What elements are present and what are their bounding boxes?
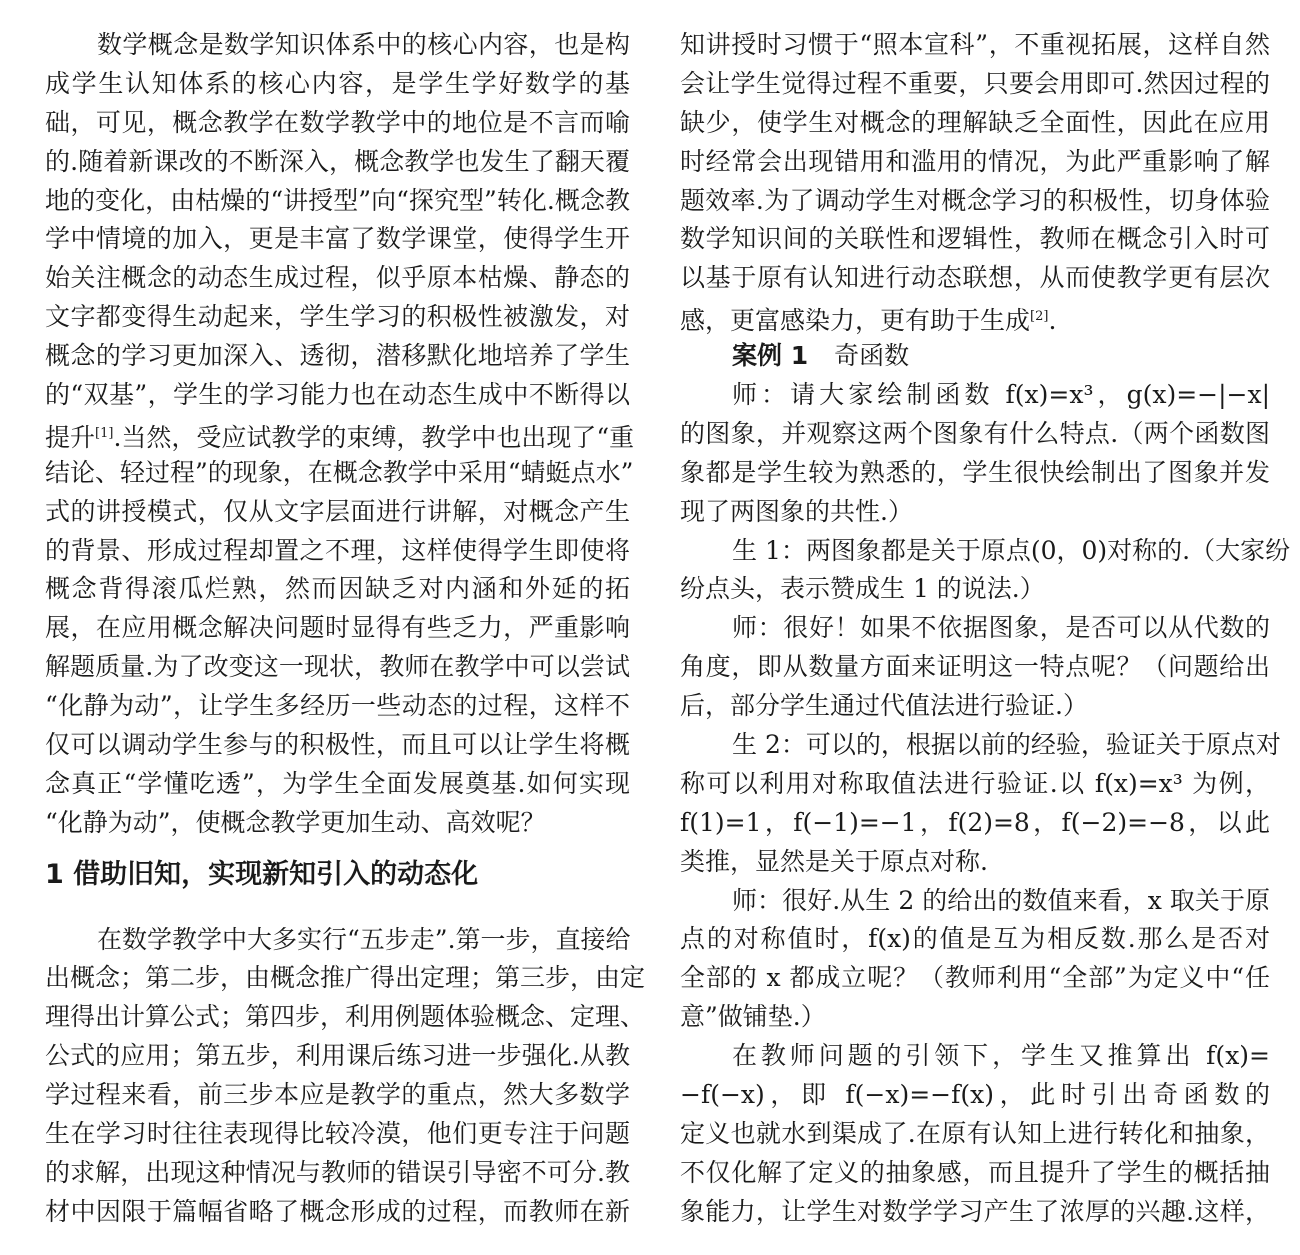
text-line: 始关注概念的动态生成过程，似乎原本枯燥、静态的 [45,263,630,293]
text-line [680,298,1270,337]
text-line: 角度，即从数量方面来证明这一特点呢？（问题给出 [680,652,1270,682]
text-line: 成学生认知体系的核心内容，是学生学好数学的基 [45,68,630,98]
text-line: 类推，显然是关于原点对称. [680,846,988,876]
text-line: 念真正“学懂吃透”，为学生全面发展奠基.如何实现 [45,768,630,798]
text-line: 师：很好.从生 2 的给出的数值来看，x 取关于原 [732,885,1270,915]
text-line: 意”做铺垫.） [680,1002,826,1032]
text-line: 数学知识间的关联性和逻辑性，教师在概念引入时可 [680,224,1270,254]
text-line: 题效率.为了调动学生对概念学习的积极性，切身体验 [680,185,1270,215]
text-line: 以基于原有认知进行动态联想，从而使教学更有层次 [680,263,1270,293]
text-line: 象都是学生较为熟悉的，学生很快绘制出了图象并发 [680,457,1270,487]
text-line [45,415,635,454]
text-line: 生 2：可以的，根据以前的经验，验证关于原点对 [732,730,1281,760]
text-line: 的.随着新课改的不断深入，概念教学也发生了翻天覆 [45,146,630,176]
text-line: 概念背得滚瓜烂熟，然而因缺乏对内涵和外延的拓 [45,574,630,604]
text-line: 知讲授时习惯于“照本宣科”，不重视拓展，这样自然 [680,30,1270,59]
text-line: 理得出计算公式；第四步，利用例题体验概念、定理、 [45,1002,646,1032]
paragraph [680,26,1270,337]
paragraph [680,882,1270,1038]
text-line: 仅可以调动学生参与的积极性，而且可以让学生将概 [45,730,630,760]
text-line: “化静为动”，使概念教学更加生动、高效呢？ [45,807,546,837]
text-line: 地的变化，由枯燥的“讲授型”向“探究型”转化.概念教 [45,185,630,215]
text-line: 点的对称值时，f(x)的值是互为相反数.那么是否对 [680,924,1270,954]
text-line: 公式的应用；第五步，利用课后练习进一步强化.从教 [45,1041,630,1071]
text-segment: 感，更富感染力，更有助于生成 [680,306,1031,336]
text-line: 纷点头，表示赞成生 1 的说法.） [680,574,1045,604]
text-line: 缺少，使学生对概念的理解缺乏全面性，因此在应用 [680,107,1270,137]
text-line: 后，部分学生通过代值法进行验证.） [680,691,1088,721]
text-line: 称可以利用对称取值法进行验证.以 f(x)=x³ 为例， [680,768,1270,798]
text-segment: 提升 [45,422,96,452]
text-line: 不仅化解了定义的抽象感，而且提升了学生的概括抽 [680,1157,1270,1187]
text-line: 础，可见，概念教学在数学教学中的地位是不言而喻 [45,107,630,137]
text-line: 时经常会出现错用和滥用的情况，为此严重影响了解 [680,146,1270,176]
text-line: 结论、轻过程”的现象，在概念教学中采用“蜻蜓点水” [45,457,634,487]
left-column [45,26,646,1232]
text-line: 学中情境的加入，更是丰富了数学课堂，使得学生开 [45,224,630,254]
text-line: “化静为动”，让学生多经历一些动态的过程，这样不 [45,691,630,721]
paragraph [680,532,1291,610]
text-line: 展，在应用概念解决问题时显得有些乏力，严重影响 [45,613,630,643]
text-line: 材中因限于篇幅省略了概念形成的过程，而教师在新 [45,1196,630,1226]
section-heading: 1 借助旧知，实现新知引入的动态化 [45,858,479,890]
text-line: −f(−x)，即 f(−x)=−f(x)，此时引出奇函数的 [680,1080,1270,1110]
text-line: 生在学习时往往表现得比较冷漠，他们更专注于问题 [45,1118,630,1148]
text-line: 在教师问题的引领下，学生又推算出 f(x)= [732,1041,1270,1071]
paragraph [680,1037,1270,1231]
citation-marker: [1] [95,425,114,441]
text-line: 出概念；第二步，由概念推广得出定理；第三步，由定 [45,963,646,993]
text-line: 的求解，出现这种情况与教师的错误引导密不可分.教 [45,1157,630,1187]
text-line: 解题质量.为了改变这一现状，教师在教学中可以尝试 [45,652,630,682]
text-line: 现了两图象的共性.） [680,496,913,526]
paragraph [680,376,1270,532]
text-line: 师：请大家绘制函数 f(x)=x³，g(x)=−|−x| [732,380,1270,410]
text-line: 学过程来看，前三步本应是教学的重点，然大多数学 [45,1080,630,1110]
text-line: 定义也就水到渠成了.在原有认知上进行转化和抽象， [680,1118,1270,1148]
text-line: 生 1：两图象都是关于原点(0，0)对称的.（大家纷 [732,535,1291,565]
text-line: 式的讲授模式，仅从文字层面进行讲解，对概念产生 [45,496,630,526]
text-line: 象能力，让学生对数学学习产生了浓厚的兴趣.这样， [680,1196,1270,1226]
paragraph [680,726,1281,882]
case-heading [680,337,1270,376]
right-column [680,26,1291,1232]
text-line: 师：很好！如果不依据图象，是否可以从代数的 [732,613,1270,643]
text-line: 全部的 x 都成立呢？（教师利用“全部”为定义中“任 [680,963,1270,993]
text-segment: .当然，受应试教学的束缚，教学中也出现了“重 [113,422,635,452]
text-line: 在数学教学中大多实行“五步走”.第一步，直接给 [97,924,631,954]
text-line: 的背景、形成过程却置之不理，这样使得学生即使将 [45,535,630,565]
text-line: 的“双基”，学生的学习能力也在动态生成中不断得以 [45,380,630,410]
text-line: 文字都变得生动起来，学生学习的积极性被激发，对 [45,302,630,332]
text-segment: . [1048,306,1057,336]
paragraph [45,26,635,843]
case-label: 案例 1 [732,341,809,371]
text-line: 会让学生觉得过程不重要，只要会用即可.然因过程的 [680,68,1270,98]
case-title: 奇函数 [834,341,910,371]
text-line: 概念的学习更加深入、透彻，潜移默化地培养了学生 [45,341,630,371]
citation-marker: [2] [1030,309,1049,325]
paragraph [45,921,646,1232]
text-line: 数学概念是数学知识体系中的核心内容，也是构 [97,30,630,59]
paragraph [680,609,1270,726]
text-line: f(1)=1，f(−1)=−1，f(2)=8，f(−2)=−8，以此 [680,807,1270,837]
text-line: 的图象，并观察这两个图象有什么特点.（两个函数图 [680,418,1270,448]
